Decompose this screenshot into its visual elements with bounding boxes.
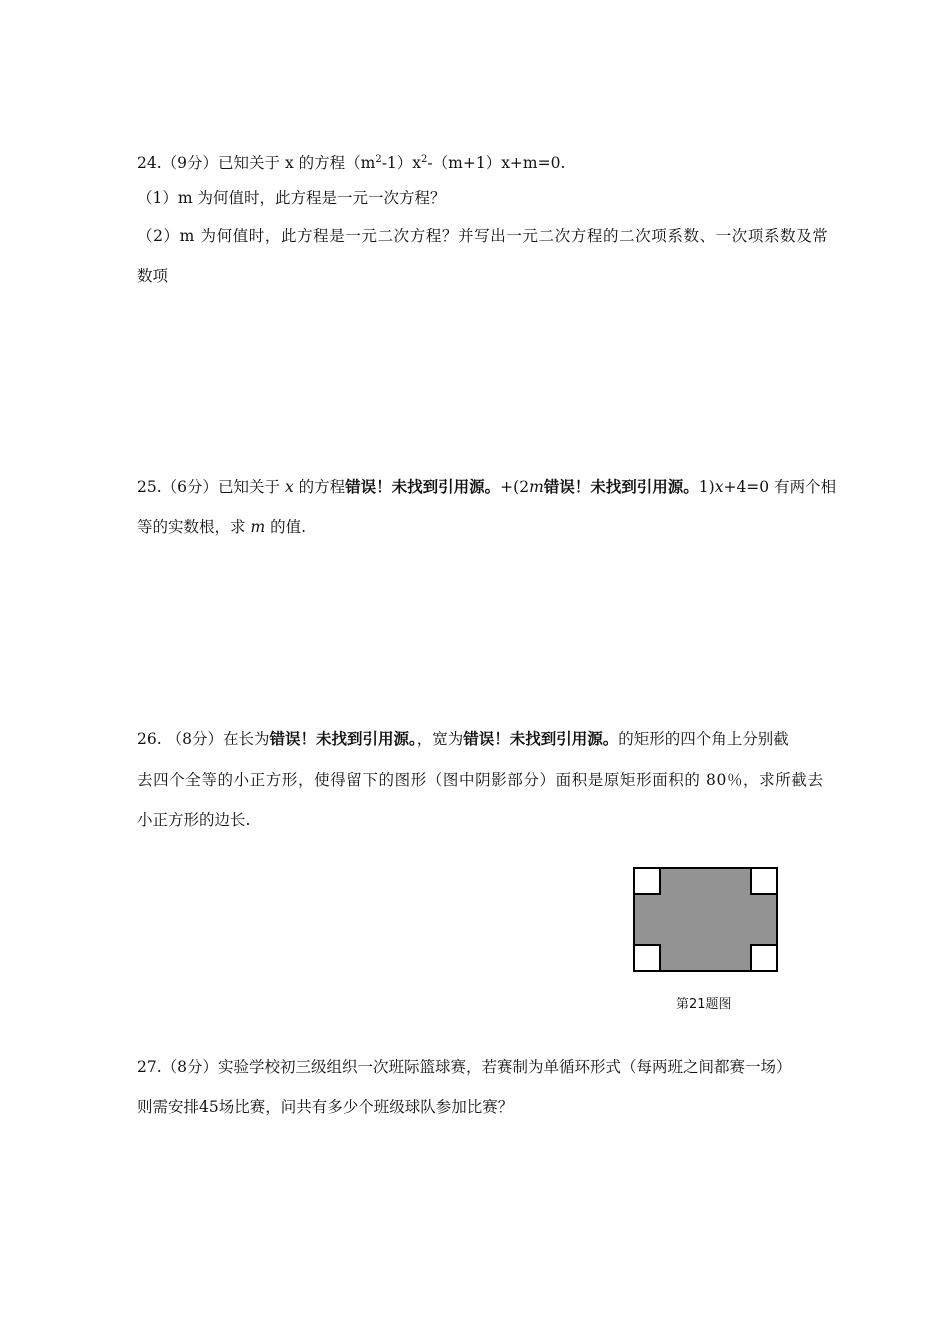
q24-line-2: （1）m 为何值时，此方程是一元一次方程？ — [137, 189, 446, 207]
q24-line-1: 24.（9分）已知关于 x 的方程$(m^2-1)x^2-(m+1)x+m=0$. — [137, 153, 566, 172]
q26-line-2: 去四个全等的小正方形，使得留下的图形（图中阴影部分）面积是原矩形面积的 80％，求所截去 — [137, 771, 824, 789]
q25-line-2: 等的实数根，求 m 的值. — [137, 518, 306, 536]
q27-line-2: 则需安排45场比赛，问共有多少个班级球队参加比赛？ — [137, 1098, 514, 1116]
corner-square-top-left — [633, 867, 661, 895]
reference-error-4: 错误！未找到引用源。 — [463, 730, 619, 748]
q24-line-3: （2）m 为何值时，此方程是一元二次方程？并写出一元二次方程的二次项系数、一次项系数及常 — [137, 227, 829, 245]
q27-line-1: 27.（8分）实验学校初三级组织一次班际篮球赛，若赛制为单循环形式（每两班之间都赛一场） — [137, 1058, 792, 1076]
q25-line-1: 25.（6分）已知关于 x 的方程错误！未找到引用源。+(2m错误！未找到引用源。1)x+4=0 有两个相 — [137, 478, 837, 496]
corner-square-bottom-left — [633, 944, 661, 972]
rectangle-figure — [633, 867, 778, 972]
figure-caption: 第21题图 — [676, 997, 732, 1012]
corner-square-top-right — [750, 867, 778, 895]
reference-error-3: 错误！未找到引用源。 — [269, 730, 417, 748]
q26-line-1: 26. （8分）在长为错误！未找到引用源。，宽为错误！未找到引用源。的矩形的四个角上分别截 — [137, 730, 789, 748]
q26-line-3: 小正方形的边长. — [137, 811, 251, 829]
reference-error-1: 错误！未找到引用源。 — [345, 478, 501, 496]
corner-square-bottom-right — [750, 944, 778, 972]
reference-error-2: 错误！未找到引用源。 — [543, 478, 699, 496]
q24-line-4: 数项 — [137, 267, 169, 285]
